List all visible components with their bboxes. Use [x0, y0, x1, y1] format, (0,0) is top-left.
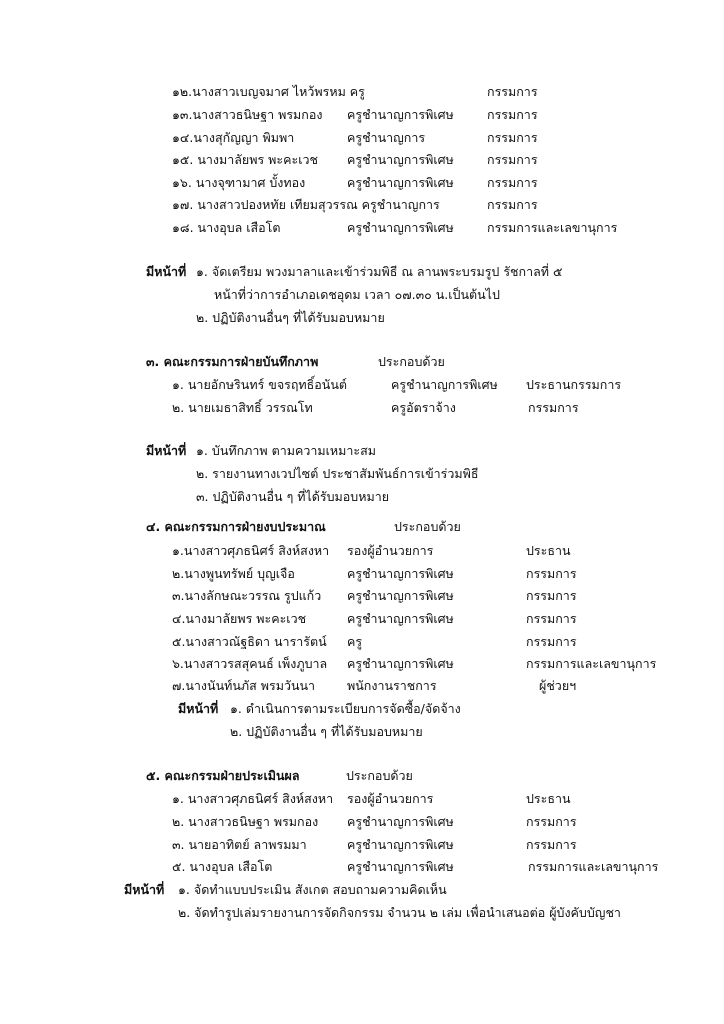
member-position: ครูชำนาญการพิเศษ — [347, 611, 454, 626]
duty-label: มีหน้าที่ — [146, 264, 187, 279]
member-role: กรรมการ — [526, 588, 577, 603]
member-position: พนักงานราชการ — [347, 678, 437, 693]
member-name: ๔.นางมาลัยพร พะคะเวช — [172, 611, 307, 626]
member-role: กรรมการ — [487, 84, 538, 99]
member-position: ครูชำนาญการพิเศษ — [347, 588, 454, 603]
member-position: ครูชำนาญการพิเศษ — [347, 814, 454, 829]
duty-item: ๓. ปฏิบัติงานอื่น ๆ ที่ได้รับมอบหมาย — [196, 489, 390, 504]
member-position: ครูชำนาญการพิเศษ — [347, 656, 454, 671]
member-position: ครู — [347, 634, 363, 649]
member-position: ครูอัตราจ้าง — [391, 400, 456, 415]
member-name: ๑. นางสาวศุภธนิศร์ สิงห์สงหา — [172, 791, 334, 806]
section-title: ๓. คณะกรรมการฝ่ายบันทึกภาพ — [146, 354, 319, 369]
duty-item: ๑. จัดเตรียม พวงมาลาและเข้าร่วมพิธี ณ ลานพระบรมรูป รัชกาลที่ ๕ — [196, 264, 563, 279]
member-role: ประธานกรรมการ — [526, 377, 622, 392]
member-name: ๑๒.นางสาวเบญจมาศ ไหว้พรหม ครู — [172, 84, 365, 99]
member-position: ครูชำนาญการพิเศษ — [391, 377, 498, 392]
member-position: ครูชำนาญการพิเศษ — [347, 566, 454, 581]
member-role: กรรมการ — [487, 175, 538, 190]
member-role: ประธาน — [526, 791, 571, 806]
member-role: กรรมการ — [487, 152, 538, 167]
member-name: ๑๓.นางสาวธนิษฐา พรมกอง — [172, 107, 323, 122]
member-name: ๒. นายเมธาสิทธิ์ วรรณโท — [172, 400, 313, 415]
member-name: ๑๕. นางมาลัยพร พะคะเวช — [172, 152, 318, 167]
member-name: ๑๔.นางสุกัญญา พิมพา — [172, 130, 295, 145]
member-role: ผู้ช่วยฯ — [539, 678, 577, 693]
duty-item: ๑. จัดทำแบบประเมิน สังเกต สอบถามความคิดเห็น — [178, 882, 447, 897]
duty-item: ๑. ดำเนินการตามระเบียบการจัดซื้อ/จัดจ้าง — [230, 701, 461, 716]
member-role: กรรมการ — [487, 107, 538, 122]
member-role: กรรมการ — [487, 130, 538, 145]
member-name: ๕.นางสาวณัฐธิดา นารารัตน์ — [172, 634, 327, 649]
member-name: ๑๗. นางสาวปองหทัย เทียมสุวรรณ ครูชำนาญการ — [172, 197, 440, 212]
member-role: กรรมการ — [526, 566, 577, 581]
duty-item-continuation: หน้าที่ว่าการอำเภอเดชอุดม เวลา ๐๗.๓๐ น.เป็นต้นไป — [214, 287, 500, 302]
section-suffix: ประกอบด้วย — [378, 354, 445, 369]
duty-item: ๒. ปฏิบัติงานอื่นๆ ที่ได้รับมอบหมาย — [196, 310, 385, 325]
duty-item: ๒. ปฏิบัติงานอื่น ๆ ที่ได้รับมอบหมาย — [230, 724, 423, 739]
duty-item: ๑. บันทึกภาพ ตามความเหมาะสม — [196, 443, 377, 458]
member-role: กรรมการและเลขานุการ — [526, 656, 657, 671]
member-name: ๕. นางอุบล เสือโต — [172, 859, 273, 874]
member-name: ๗.นางนันท์นภัส พรมวันนา — [172, 678, 316, 693]
member-name: ๑๘. นางอุบล เสือโต — [172, 220, 281, 235]
member-name: ๓. นายอาทิตย์ ลาพรมมา — [172, 837, 307, 852]
member-name: ๓.นางลักษณะวรรณ รูปแก้ว — [172, 588, 322, 603]
section-title: ๕. คณะกรรมฝ่ายประเมินผล — [146, 768, 300, 783]
member-name: ๖.นางสาวรสสุคนธ์ เพ็งภูบาล — [172, 656, 328, 671]
member-position: ครูชำนาญการพิเศษ — [347, 837, 454, 852]
member-position: ครูชำนาญการพิเศษ — [347, 859, 454, 874]
duty-item: ๒. จัดทำรูปเล่มรายงานการจัดกิจกรรม จำนวน ๒ เล่ม เพื่อนำเสนอต่อ ผู้บังคับบัญชา — [178, 905, 621, 920]
section-title: ๔. คณะกรรมการฝ่ายงบประมาณ — [146, 519, 326, 534]
member-position: ครูชำนาญการพิเศษ — [347, 107, 454, 122]
member-name: ๑. นายอักษรินทร์ ขจรฤทธิ์อนันต์ — [172, 377, 348, 392]
member-position: ครูชำนาญการ — [347, 130, 426, 145]
duty-label: มีหน้าที่ — [178, 701, 219, 716]
member-position: ครูชำนาญการพิเศษ — [347, 152, 454, 167]
member-role: กรรมการ — [528, 400, 579, 415]
member-name: ๑.นางสาวศุภธนิศร์ สิงห์สงหา — [172, 543, 330, 558]
section-suffix: ประกอบด้วย — [346, 768, 413, 783]
member-role: กรรมการและเลขานุการ — [528, 859, 659, 874]
member-position: ครูชำนาญการพิเศษ — [347, 175, 454, 190]
member-role: ประธาน — [526, 543, 571, 558]
duty-item: ๒. รายงานทางเวปไซต์ ประชาสัมพันธ์การเข้าร่วมพิธี — [196, 466, 479, 481]
member-name: ๑๖. นางจุฑามาศ บั้งทอง — [172, 175, 306, 190]
member-role: กรรมการ — [526, 634, 577, 649]
member-position: ครูชำนาญการพิเศษ — [347, 220, 454, 235]
member-position: รองผู้อำนวยการ — [347, 543, 434, 558]
member-role: กรรมการ — [526, 814, 577, 829]
member-role: กรรมการ — [526, 611, 577, 626]
duty-label: มีหน้าที่ — [124, 882, 165, 897]
member-name: ๒. นางสาวธนิษฐา พรมกอง — [172, 814, 319, 829]
member-position: รองผู้อำนวยการ — [347, 791, 434, 806]
member-role: กรรมการ — [526, 837, 577, 852]
member-role: กรรมการและเลขานุการ — [487, 220, 618, 235]
section-suffix: ประกอบด้วย — [394, 519, 461, 534]
member-name: ๒.นางพูนทรัพย์ บุญเจือ — [172, 566, 295, 581]
member-role: กรรมการ — [487, 197, 538, 212]
duty-label: มีหน้าที่ — [146, 443, 187, 458]
